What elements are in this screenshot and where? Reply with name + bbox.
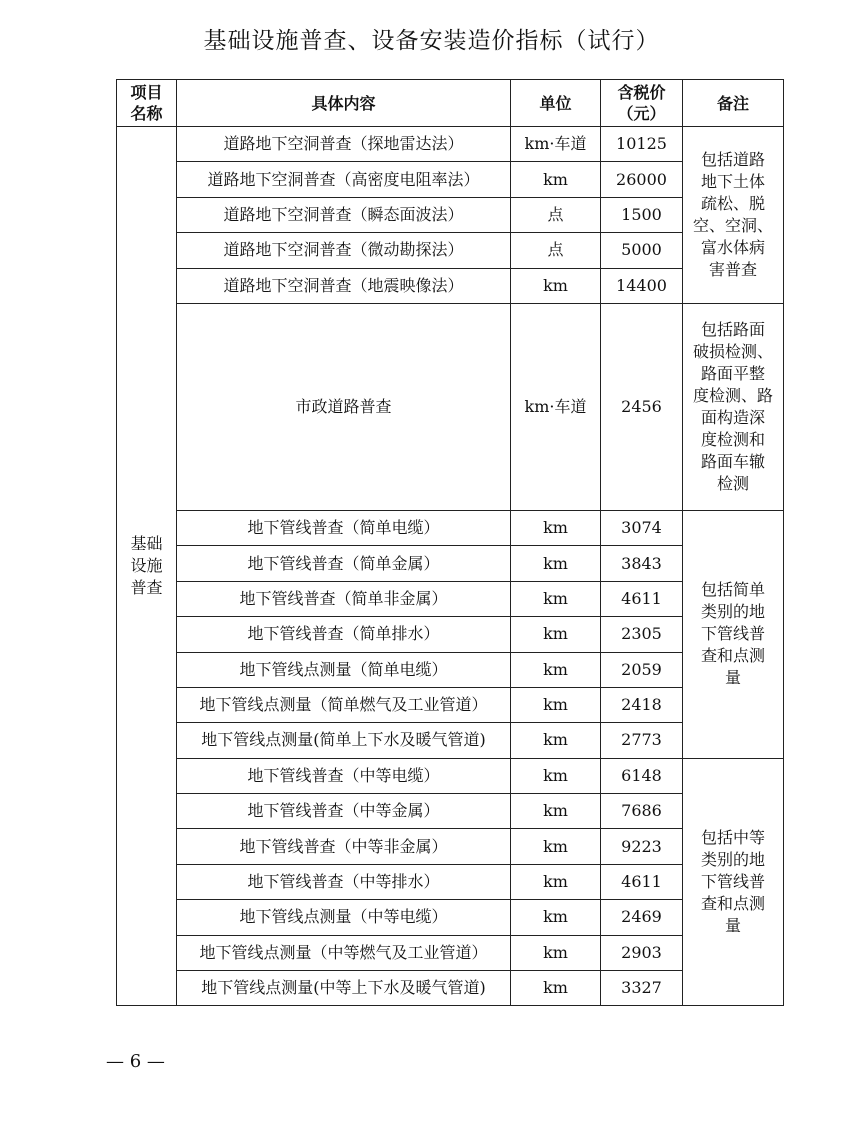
unit-cell: km — [511, 864, 601, 899]
price-cell: 1500 — [601, 197, 683, 232]
unit-cell: km — [511, 687, 601, 722]
content-cell: 地下管线点测量（中等燃气及工业管道） — [177, 935, 511, 970]
content-cell: 道路地下空洞普查（探地雷达法） — [177, 127, 511, 162]
price-cell: 3843 — [601, 546, 683, 581]
header-remark-text: 备注 — [716, 93, 749, 113]
header-content — [177, 80, 511, 127]
category-cell — [117, 127, 177, 1006]
price-cell: 2469 — [601, 900, 683, 935]
remark-text: 包括路面 破损检测、 路面平整 度检测、路 面构造深 度检测和 路面车辙 检测 — [692, 319, 773, 493]
content-cell: 地下管线普查（简单排水） — [177, 617, 511, 652]
unit-cell: km — [511, 758, 601, 793]
content-cell: 地下管线普查（中等非金属） — [177, 829, 511, 864]
remark-cell — [683, 510, 784, 758]
price-cell: 4611 — [601, 864, 683, 899]
price-cell: 2418 — [601, 687, 683, 722]
content-cell: 地下管线点测量（简单电缆） — [177, 652, 511, 687]
unit-cell: 点 — [511, 197, 601, 232]
unit-cell: km — [511, 652, 601, 687]
content-cell: 地下管线点测量(简单上下水及暖气管道) — [177, 723, 511, 758]
price-cell: 6148 — [601, 758, 683, 793]
unit-cell: km — [511, 723, 601, 758]
content-cell: 地下管线点测量（中等电缆） — [177, 900, 511, 935]
unit-cell: km — [511, 162, 601, 197]
unit-cell: km — [511, 268, 601, 303]
price-cell: 3327 — [601, 971, 683, 1006]
price-cell: 2903 — [601, 935, 683, 970]
unit-cell: 点 — [511, 233, 601, 268]
table-row — [117, 758, 784, 793]
unit-cell: km — [511, 510, 601, 545]
header-unit-text: 单位 — [539, 93, 572, 113]
price-cell: 2305 — [601, 617, 683, 652]
header-unit — [511, 80, 601, 127]
remark-cell — [683, 303, 784, 510]
table-row — [117, 127, 784, 162]
header-price — [601, 80, 683, 127]
content-cell: 地下管线点测量（简单燃气及工业管道） — [177, 687, 511, 722]
page-number: — 6 — — [106, 1051, 165, 1072]
remark-text: 包括中等 类别的地 下管线普 查和点测 量 — [700, 828, 765, 936]
content-cell: 地下管线点测量(中等上下水及暖气管道) — [177, 971, 511, 1006]
content-cell: 道路地下空洞普查（地震映像法） — [177, 268, 511, 303]
unit-cell: km — [511, 900, 601, 935]
price-cell: 10125 — [601, 127, 683, 162]
content-cell: 地下管线普查（中等电缆） — [177, 758, 511, 793]
content-cell: 地下管线普查（简单电缆） — [177, 510, 511, 545]
category-text: 基础 设施 普查 — [130, 534, 163, 598]
content-cell: 道路地下空洞普查（高密度电阻率法） — [177, 162, 511, 197]
table-row — [117, 510, 784, 545]
content-cell: 地下管线普查（中等金属） — [177, 794, 511, 829]
header-content-text: 具体内容 — [311, 93, 376, 113]
remark-cell — [683, 758, 784, 1006]
header-price-text: 含税价 （元） — [617, 83, 666, 123]
price-cell: 7686 — [601, 794, 683, 829]
price-cell: 3074 — [601, 510, 683, 545]
content-cell: 地下管线普查（简单金属） — [177, 546, 511, 581]
table-row — [117, 303, 784, 510]
unit-cell: km·车道 — [511, 127, 601, 162]
unit-cell: km — [511, 581, 601, 616]
page-title: 基础设施普查、设备安装造价指标（试行） — [203, 28, 660, 54]
content-cell: 道路地下空洞普查（瞬态面波法） — [177, 197, 511, 232]
price-cell: 5000 — [601, 233, 683, 268]
table-header-row — [117, 80, 784, 127]
price-cell: 14400 — [601, 268, 683, 303]
content-cell: 道路地下空洞普查（微动勘探法） — [177, 233, 511, 268]
unit-cell: km — [511, 935, 601, 970]
price-cell: 2773 — [601, 723, 683, 758]
unit-cell: km — [511, 617, 601, 652]
remark-text: 包括道路 地下土体 疏松、脱 空、空洞、 富水体病 害普查 — [692, 149, 773, 279]
price-cell: 4611 — [601, 581, 683, 616]
unit-cell: km — [511, 546, 601, 581]
price-cell: 9223 — [601, 829, 683, 864]
price-index-table — [116, 79, 784, 1006]
price-cell: 2456 — [601, 303, 683, 510]
unit-cell: km — [511, 829, 601, 864]
header-remark — [683, 80, 784, 127]
unit-cell: km — [511, 971, 601, 1006]
content-cell: 地下管线普查（中等排水） — [177, 864, 511, 899]
remark-text: 包括简单 类别的地 下管线普 查和点测 量 — [700, 580, 765, 688]
content-cell: 市政道路普查 — [177, 303, 511, 510]
unit-cell: km — [511, 794, 601, 829]
remark-cell — [683, 127, 784, 304]
content-cell: 地下管线普查（简单非金属） — [177, 581, 511, 616]
header-item-name-text: 项目 名称 — [130, 83, 163, 123]
price-cell: 2059 — [601, 652, 683, 687]
unit-cell: km·车道 — [511, 303, 601, 510]
header-item-name — [117, 80, 177, 127]
price-cell: 26000 — [601, 162, 683, 197]
